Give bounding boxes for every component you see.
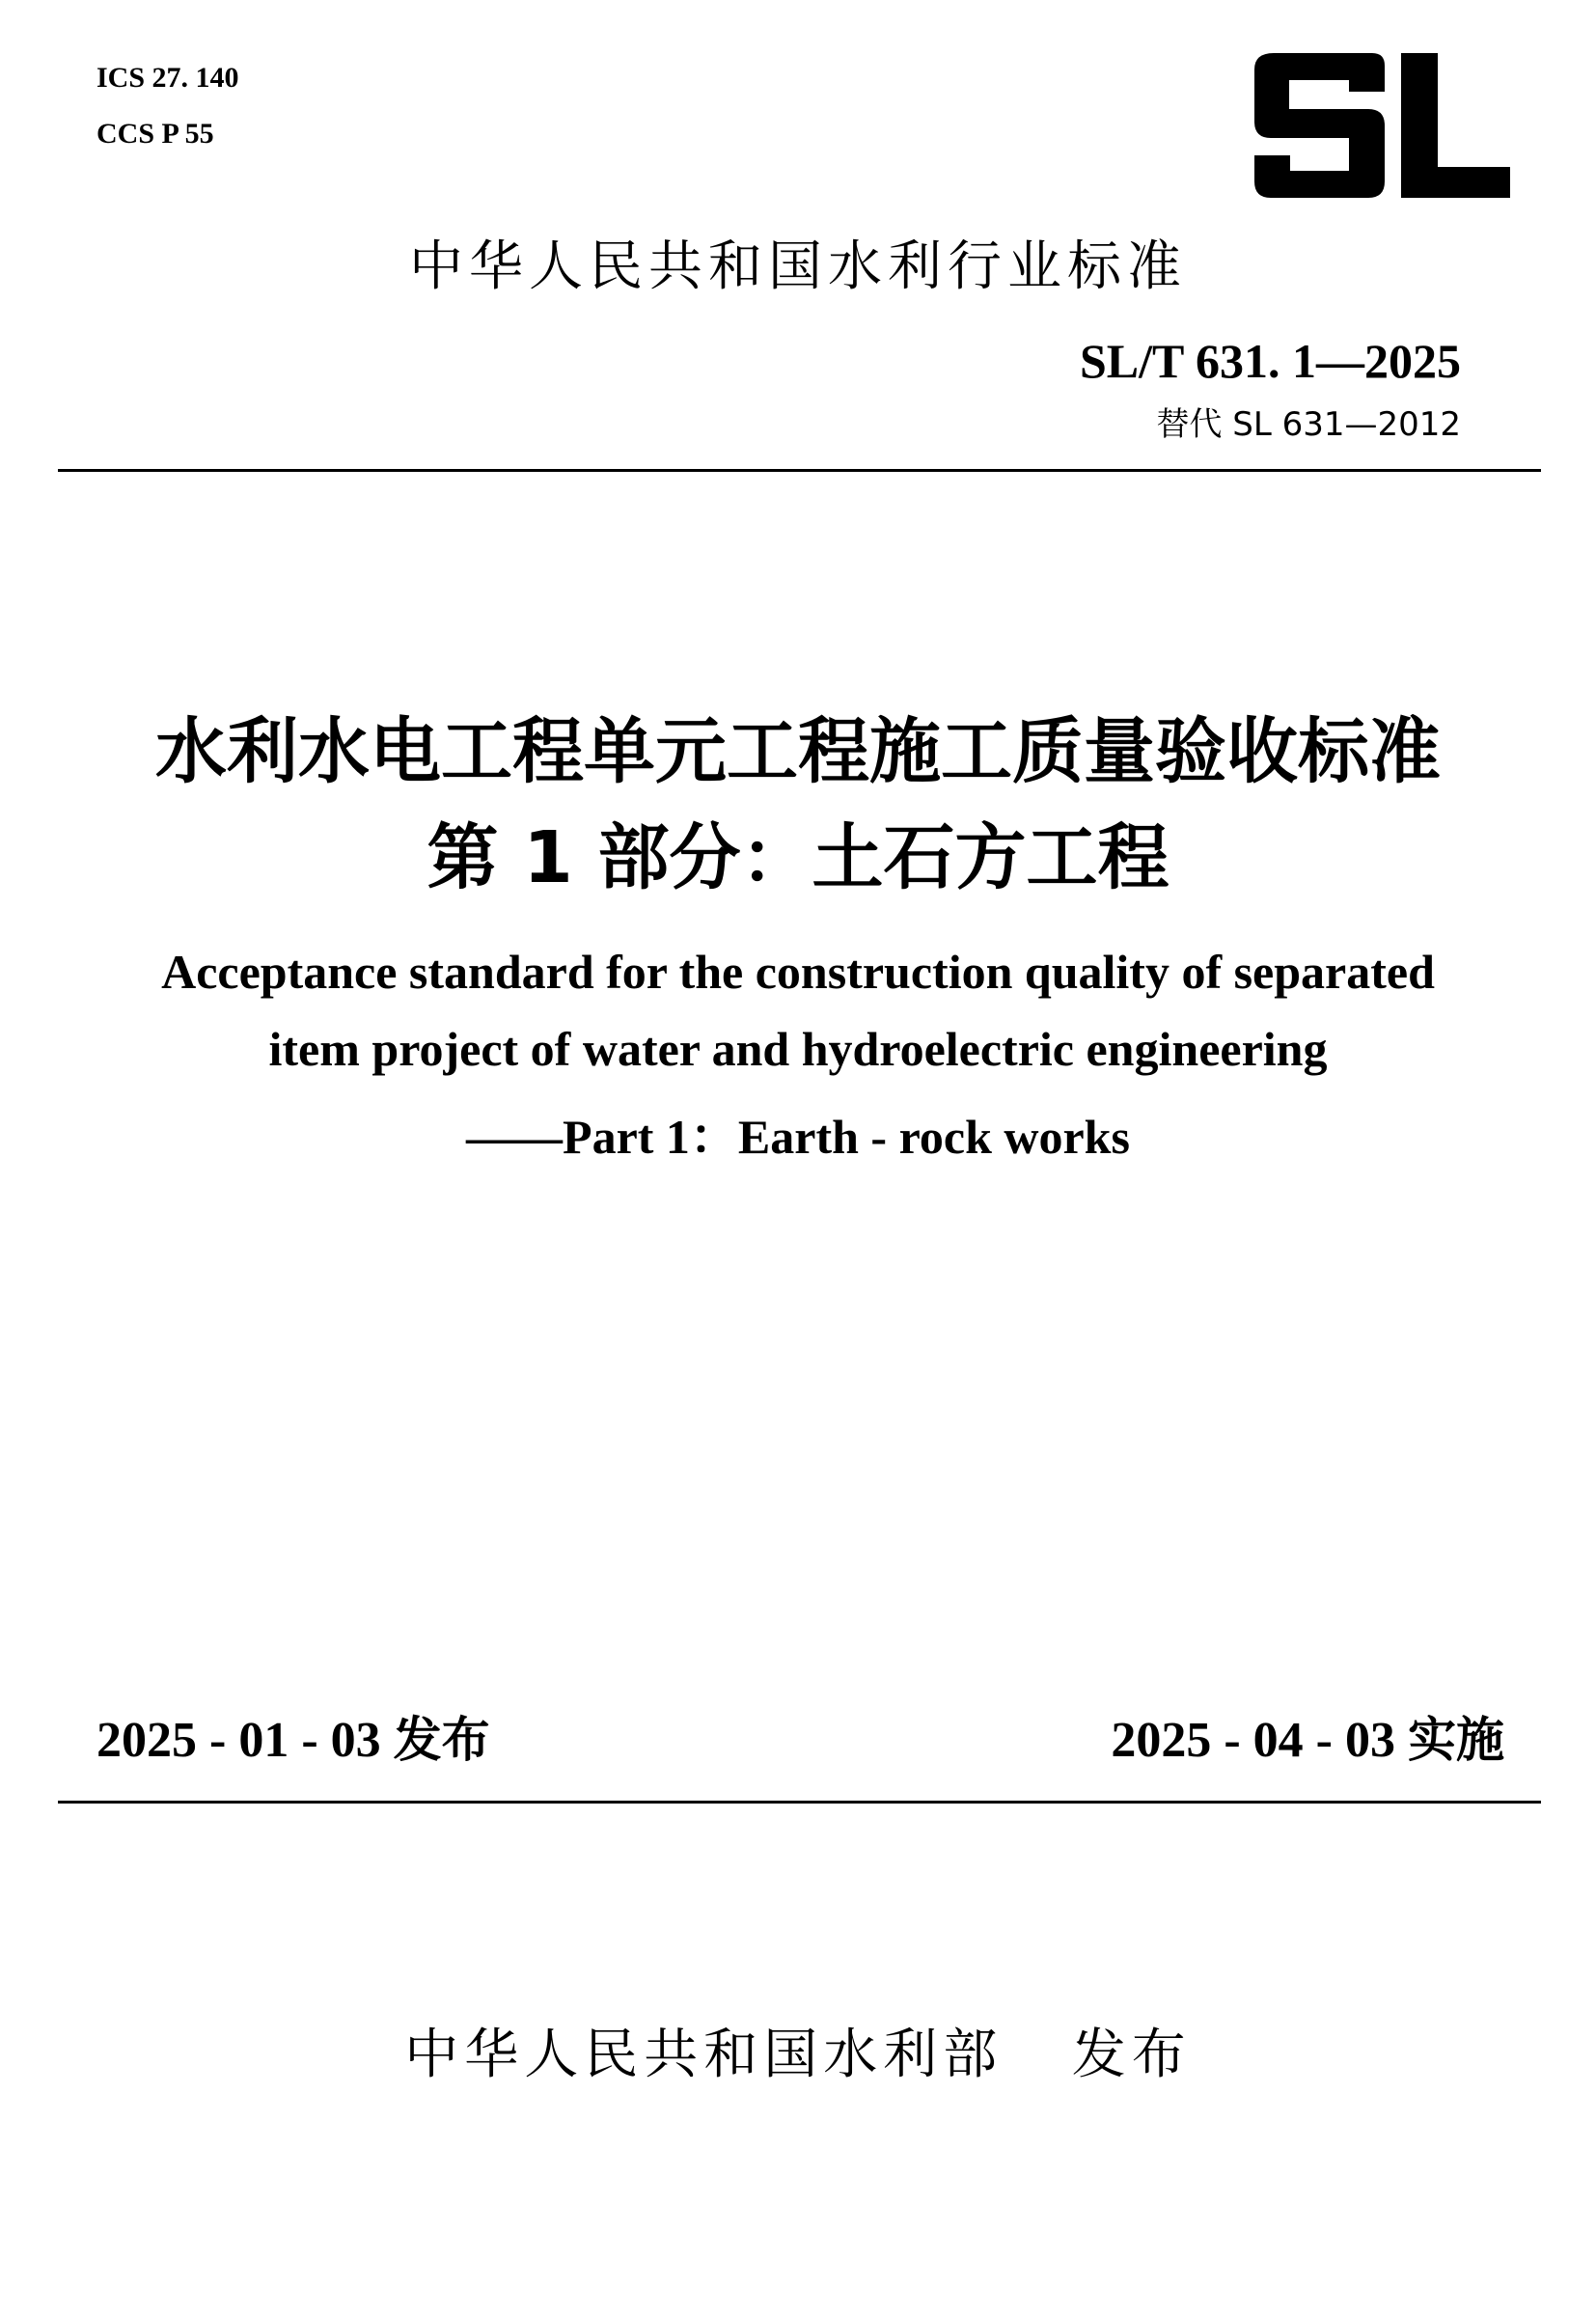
ics-code: ICS 27. 140 — [96, 62, 239, 94]
issuer-block — [0, 2012, 1596, 2089]
issue-date: 2025 - 01 - 03 — [96, 1713, 381, 1768]
title-en-line2: item project of water and hydroelectric engineering — [268, 1022, 1328, 1076]
standard-number: SL/T 631. 1—2025 — [1080, 334, 1461, 388]
effective-date: 2025 - 04 - 03 — [1111, 1713, 1395, 1768]
title-en-line3: ——Part 1：Earth - rock works — [466, 1110, 1130, 1164]
effective-label: 实施 — [1408, 1712, 1504, 1768]
top-divider — [58, 469, 1541, 472]
issue-label: 发布 — [393, 1712, 490, 1768]
standard-category: 中华人民共和国水利行业标准 — [409, 235, 1187, 298]
title-cn-line2: 第 1 部分：土石方工程 — [427, 816, 1169, 899]
title-en-line1: Acceptance standard for the construction quality of separated — [161, 945, 1435, 999]
effective-date-block — [1111, 1701, 1504, 1771]
sl-logo — [1254, 53, 1510, 198]
classification-codes — [96, 50, 239, 162]
issue-date-block — [96, 1701, 490, 1771]
bottom-divider — [58, 1801, 1541, 1804]
ccs-code: CCS P 55 — [96, 118, 214, 150]
replaces-note: 替代 SL 631—2012 — [1156, 405, 1461, 444]
issuer-action: 发布 — [1071, 2024, 1192, 2086]
issuer-name: 中华人民共和国水利部 — [404, 2024, 1004, 2086]
title-cn-line1: 水利水电工程单元工程施工质量验收标准 — [155, 710, 1441, 793]
